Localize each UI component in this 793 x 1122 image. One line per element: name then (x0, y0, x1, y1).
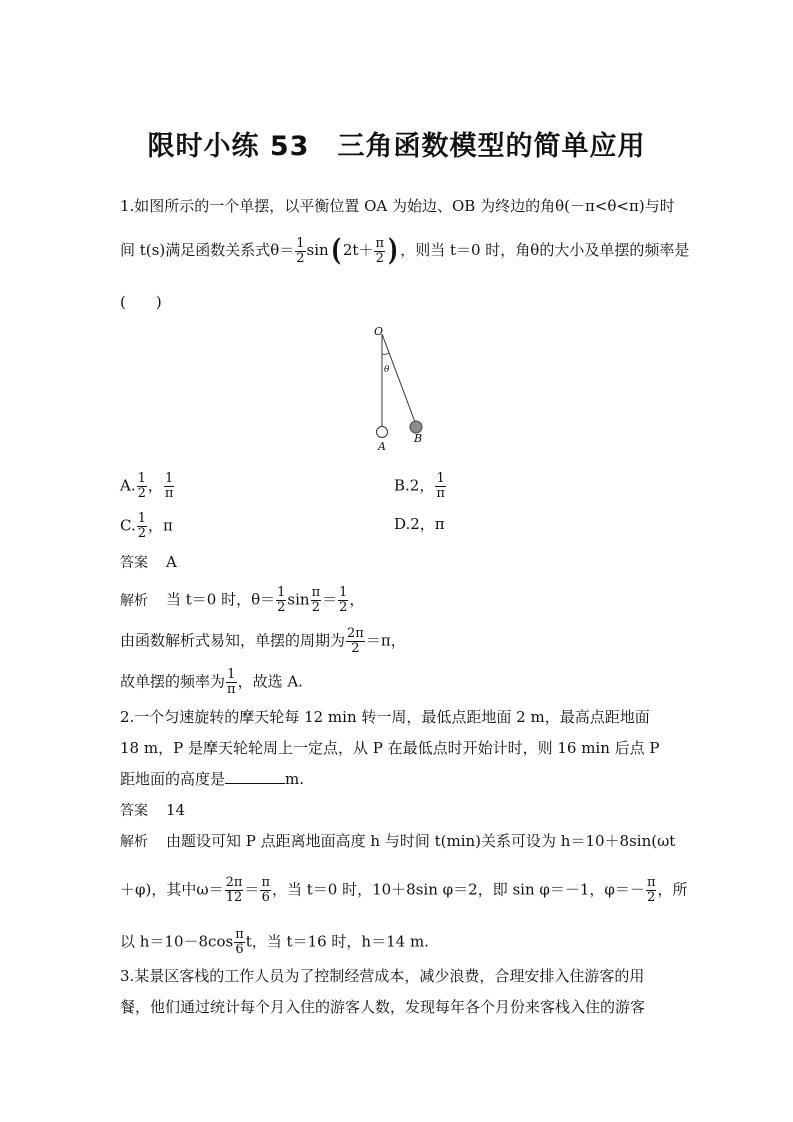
frac (646, 876, 657, 905)
option-a-frac1 (137, 472, 147, 501)
q1-fraction-pi-half (374, 237, 385, 266)
q2-analysis-line2 (120, 875, 688, 905)
frac-numerator: 1 (227, 667, 236, 682)
frac-denominator: π (436, 486, 445, 501)
answer-label: 答案 (120, 803, 148, 819)
frac-numerator: 1 (339, 585, 348, 600)
option-a (120, 472, 175, 501)
option-c-rest: ，π (148, 516, 173, 535)
option-a-label: A. (120, 476, 136, 495)
title-number: 限时小练 53 (147, 131, 310, 162)
frac-denominator: 2 (277, 600, 286, 615)
frac-numerator: π (261, 875, 270, 890)
q1-line2-suffix: ，则当 t＝0 时，角θ的大小及单摆的频率是 (400, 241, 690, 259)
frac-denominator: 2 (375, 250, 384, 266)
option-c (120, 512, 173, 541)
q1-inner: 2t＋ (342, 241, 374, 259)
analysis-end: ， (349, 590, 365, 609)
q1-analysis-line1 (120, 586, 680, 615)
frac-numerator: 2π (347, 626, 364, 641)
analysis-text: 以 h＝10－8cos (120, 932, 234, 951)
frac-numerator: 1 (436, 471, 445, 486)
analysis-label: 解析 (120, 834, 148, 850)
analysis-text: 当 t＝0 时，θ＝ (166, 590, 276, 609)
analysis-sin: sin (287, 590, 310, 609)
answer-blank[interactable] (225, 769, 285, 784)
frac (234, 928, 245, 957)
q3-line2: 餐，他们通过统计每个月入住的游客人数，发现每年各个月份来客栈入住的游客 (120, 998, 646, 1016)
frac (338, 586, 348, 615)
frac-numerator: π (311, 585, 321, 600)
frac-numerator: π (375, 235, 384, 251)
analysis-text: ＋φ)，其中ω＝ (120, 880, 224, 899)
option-b-label: B.2， (394, 476, 435, 495)
analysis-text: ＝π， (365, 631, 406, 650)
option-a-frac2 (164, 472, 175, 501)
frac (226, 668, 237, 697)
q1-analysis-line2 (120, 627, 680, 656)
frac-denominator: 12 (225, 890, 243, 905)
title-text: 三角函数模型的简单应用 (337, 131, 646, 162)
option-d: D.2，π (394, 515, 445, 533)
option-b (394, 472, 447, 501)
q1-line3: ( ) (120, 293, 162, 311)
q3-line1: 3.某景区客栈的工作人员为了控制经营成本，减少浪费，合理安排入住游客的用 (120, 967, 645, 985)
analysis-text: 由题设可知 P 点距离地面高度 h 与时间 t(min)关系可设为 h＝10＋8sin(ωt (166, 832, 676, 850)
frac-numerator: 1 (137, 511, 146, 526)
q1-line1: 1.如图所示的一个单摆，以平衡位置 OA 为始边、OB 为终边的角θ(－π<θ<π)与时 (120, 197, 675, 215)
analysis-text: ，故选 A. (237, 672, 303, 691)
frac (260, 876, 271, 905)
analysis-text: ，所 (657, 880, 688, 899)
analysis-label: 解析 (120, 592, 148, 609)
frac (225, 876, 244, 905)
q2-line1: 2.一个匀速旋转的摩天轮每 12 min 转一周，最低点距地面 2 m，最高点距地面 (120, 708, 650, 726)
q2-analysis-line3 (120, 928, 680, 957)
frac-denominator: 2 (351, 641, 360, 656)
q2-line3-unit: m. (285, 770, 305, 788)
label-theta: θ (384, 365, 390, 375)
option-c-label: C. (120, 516, 136, 535)
analysis-eq: ＝ (244, 880, 260, 899)
pendulum-rod-ob (382, 334, 415, 422)
analysis-text: 由函数解析式易知，单摆的周期为 (120, 631, 346, 650)
frac-denominator: π (227, 682, 236, 697)
analysis-text: ，当 t＝0 时，10＋8sin φ＝2，即 sin φ＝－1，φ＝－ (271, 880, 645, 899)
page-title (0, 124, 793, 163)
analysis-text: 故单摆的频率为 (120, 672, 226, 691)
frac-denominator: 6 (235, 942, 244, 957)
pendulum-figure (360, 320, 440, 455)
q2-analysis-line1 (120, 831, 680, 852)
q2-answer (120, 800, 680, 821)
answer-value: A (166, 553, 177, 571)
frac-numerator: 2π (225, 875, 243, 890)
q1-line2-prefix: 间 t(s)满足函数关系式θ＝ (120, 241, 295, 259)
analysis-eq: ＝ (322, 590, 338, 609)
option-a-sep: ， (147, 476, 163, 495)
frac-numerator: π (235, 927, 244, 942)
option-b-frac (435, 472, 446, 501)
q1-sin: sin (306, 241, 329, 259)
option-c-frac (137, 512, 147, 541)
frac-denominator: 2 (647, 890, 656, 905)
q2-line3-text: 距地面的高度是 (120, 770, 226, 788)
frac-denominator: 2 (339, 600, 348, 615)
q1-line2 (120, 233, 690, 268)
frac-denominator: 2 (137, 526, 146, 541)
left-paren-icon: ( (330, 233, 341, 268)
q1-fraction-half (295, 237, 305, 266)
frac-denominator: 6 (261, 890, 270, 905)
q1-analysis-line3 (120, 668, 680, 697)
frac-denominator: π (164, 486, 174, 501)
frac-numerator: 1 (296, 235, 305, 251)
frac (276, 586, 286, 615)
right-paren-icon: ) (388, 233, 399, 268)
frac (346, 627, 365, 656)
frac-numerator: 1 (277, 585, 286, 600)
frac (311, 586, 322, 615)
frac-denominator: 2 (137, 486, 146, 501)
answer-value: 14 (166, 801, 186, 819)
label-o: O (374, 325, 384, 338)
frac-denominator: 2 (296, 250, 305, 266)
q1-answer (120, 552, 680, 573)
label-b: B (414, 432, 423, 445)
analysis-text: t，当 t＝16 时，h＝14 m. (245, 932, 429, 951)
bob-a-icon (377, 427, 388, 438)
q2-line3 (120, 769, 680, 789)
theta-arc (382, 353, 389, 354)
frac-denominator: 2 (311, 600, 320, 615)
frac-numerator: π (646, 875, 656, 890)
frac-numerator: 1 (165, 471, 174, 486)
answer-label: 答案 (120, 555, 148, 571)
label-a: A (378, 440, 386, 453)
q2-line2: 18 m，P 是摩天轮轮周上一定点，从 P 在最低点时开始计时，则 16 min 后点 P (120, 739, 660, 757)
frac-numerator: 1 (137, 471, 146, 486)
